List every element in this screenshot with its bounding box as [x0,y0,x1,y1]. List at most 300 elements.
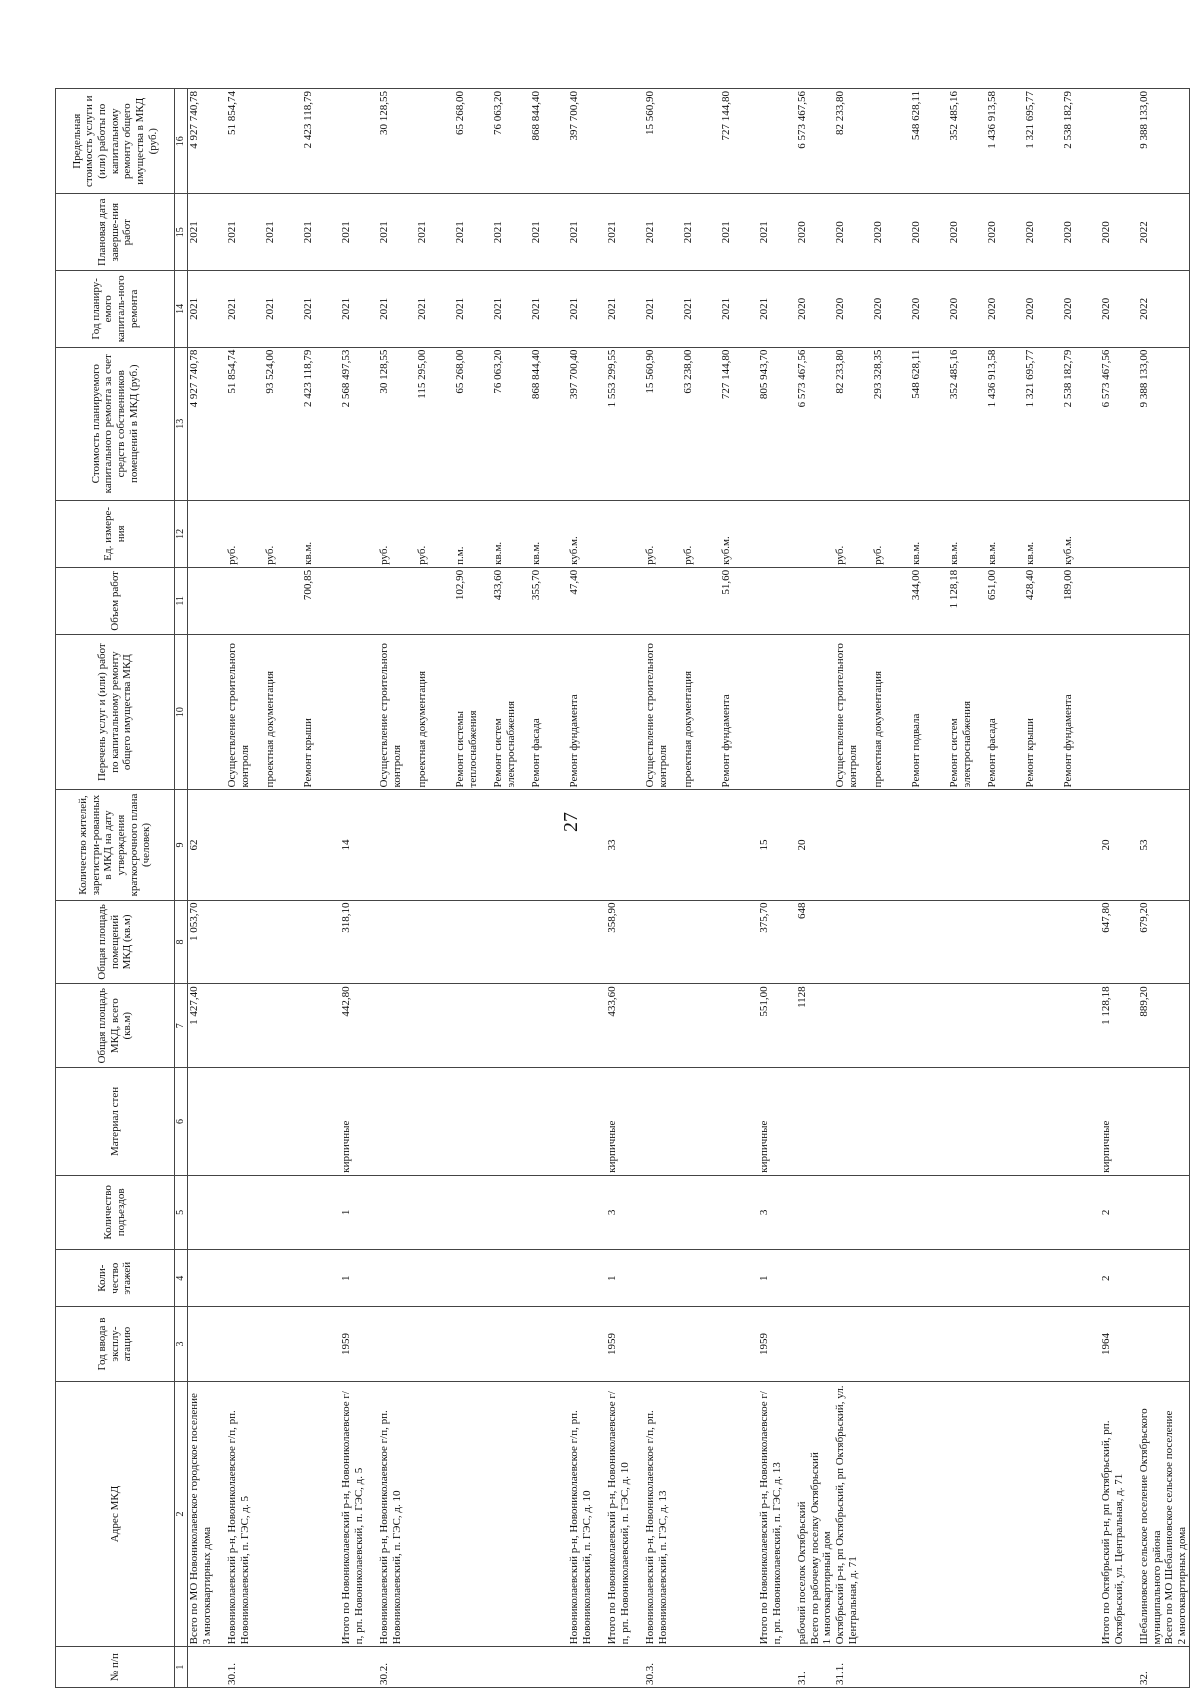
table-cell [416,567,454,634]
table-cell [720,1249,758,1306]
table-cell: 30 128,55 [378,347,416,500]
table-cell: 648 [796,900,834,984]
table-cell [948,1249,986,1306]
column-header: Общая площадь помещений МКД (кв.м) [56,900,175,984]
table-cell [1138,1307,1189,1381]
table-cell [568,1307,606,1381]
table-cell [226,1307,264,1381]
table-cell [910,1647,948,1688]
table-cell [758,500,796,567]
table-cell [340,1647,378,1688]
table-cell: 1 [340,1175,378,1249]
table-cell [226,1068,264,1176]
table-cell [720,790,758,900]
table-cell: 375,70 [758,900,796,984]
table-cell [986,1647,1024,1688]
table-cell: 2021 [378,271,416,348]
table-cell: 318,10 [340,900,378,984]
table-cell: 33 [606,790,644,900]
table-cell: 2 568 497,53 [340,347,378,500]
table-cell [302,900,340,984]
column-number: 12 [175,500,188,567]
table-cell: 15 560,90 [644,347,682,500]
table-cell: 1964 [1100,1307,1138,1381]
table-cell [1062,900,1100,984]
table-cell: 2020 [1024,271,1062,348]
table-cell [416,1249,454,1306]
table-cell: Ремонт крыши [302,634,340,790]
table-cell: 2021 [492,271,530,348]
table-cell: 889,20 [1138,984,1189,1068]
table-cell [416,1307,454,1381]
table-cell [682,1307,720,1381]
table-cell [758,1647,796,1688]
table-cell [188,567,227,634]
table-cell [606,500,644,567]
column-number: 7 [175,984,188,1068]
table-cell: 352 485,16 [948,89,986,194]
table-cell: 2021 [416,271,454,348]
table-cell [340,567,378,634]
table-cell [1024,1249,1062,1306]
table-cell: 1959 [758,1307,796,1381]
table-cell: 6 573 467,56 [796,347,834,500]
table-cell: руб. [834,500,872,567]
table-cell [226,1175,264,1249]
table-cell [492,1647,530,1688]
table-cell [302,1175,340,1249]
table-cell: 2021 [264,194,302,271]
table-cell: кв.м. [986,500,1024,567]
table-cell [644,1175,682,1249]
table-cell [454,1307,492,1381]
column-header: Количество подъездов [56,1175,175,1249]
table-row [720,89,758,1688]
table-cell [302,1307,340,1381]
table-cell: 2021 [492,194,530,271]
table-cell: кирпичные [1100,1068,1138,1176]
table-cell: 65 268,00 [454,89,492,194]
table-cell: 433,60 [492,567,530,634]
table-cell [910,1307,948,1381]
table-cell [226,984,264,1068]
table-cell: 2020 [1062,194,1100,271]
table-cell: Ремонт фасада [530,634,568,790]
table-cell [644,1249,682,1306]
table-row [796,89,834,1688]
table-cell: проектная документация [416,634,454,790]
column-number: 6 [175,1068,188,1176]
table-cell: 2021 [416,194,454,271]
table-cell: 1 053,70 [188,900,227,984]
table-cell: 2021 [682,271,720,348]
table-cell: 6 573 467,56 [1100,347,1138,500]
table-cell: рабочий поселок Октябрьский Всего по рабочему поселку Октябрьский 1 многоквартирный дом [796,1381,834,1647]
table-cell: проектная документация [872,634,910,790]
table-cell [416,1381,454,1647]
table-cell [1024,1068,1062,1176]
table-cell: 2 538 182,79 [1062,347,1100,500]
column-number: 4 [175,1249,188,1306]
table-cell [264,1175,302,1249]
table-cell [682,89,720,194]
table-cell [188,1307,227,1381]
table-cell: 2021 [226,194,264,271]
table-cell [910,1381,948,1647]
column-number: 15 [175,194,188,271]
table-cell [1138,1249,1189,1306]
table-cell [682,900,720,984]
table-cell [1062,1249,1100,1306]
table-cell: 2021 [530,271,568,348]
table-cell [1062,1647,1100,1688]
table-cell [910,790,948,900]
table-cell [872,1068,910,1176]
table-cell: 2021 [454,271,492,348]
table-cell [1062,1175,1100,1249]
table-cell [378,1068,416,1176]
table-cell: руб. [644,500,682,567]
table-cell: Итого по Октябрьский р-н, рп Октябрьский, рп. Октябрьский, ул. Центральная, д. 71 [1100,1381,1138,1647]
table-cell: 20 [1100,790,1138,900]
table-cell [1138,1068,1189,1176]
table-cell [986,1381,1024,1647]
table-cell [454,1249,492,1306]
table-cell [834,1249,872,1306]
table-cell: 1 553 299,55 [606,347,644,500]
table-row [416,89,454,1688]
table-cell [530,1381,568,1647]
table-cell: 2021 [720,194,758,271]
table-cell [378,984,416,1068]
table-cell [1138,634,1189,790]
table-cell [492,1381,530,1647]
table-cell [492,1068,530,1176]
table-cell [226,1249,264,1306]
table-cell [416,900,454,984]
column-header: Объем работ [56,567,175,634]
table-cell [1024,900,1062,984]
table-cell [758,89,796,194]
table-cell [1062,1307,1100,1381]
table-cell: 1 436 913,58 [986,347,1024,500]
table-cell [796,567,834,634]
table-cell [948,900,986,984]
table-cell: 82 233,80 [834,347,872,500]
column-number: 5 [175,1175,188,1249]
table-cell: 2020 [1062,271,1100,348]
table-cell [1024,1381,1062,1647]
table-cell [530,1068,568,1176]
table-cell [492,984,530,1068]
table-cell: кв.м. [948,500,986,567]
table-cell: 93 524,00 [264,347,302,500]
table-cell [1100,89,1138,194]
table-cell [910,1249,948,1306]
table-cell: руб. [378,500,416,567]
table-cell [378,790,416,900]
table-row [340,89,378,1688]
table-cell: 1 436 913,58 [986,89,1024,194]
table-cell [378,1249,416,1306]
table-cell: 2021 [188,194,227,271]
table-cell [226,790,264,900]
table-cell [264,1381,302,1647]
table-cell [568,984,606,1068]
table-cell [226,567,264,634]
table-cell [416,984,454,1068]
header-row [56,89,175,1688]
table-cell [264,89,302,194]
table-cell: 868 844,40 [530,89,568,194]
table-cell: руб. [226,500,264,567]
table-cell [644,984,682,1068]
table-row [492,89,530,1688]
table-row [986,89,1024,1688]
table-cell: 6 573 467,56 [796,89,834,194]
table-row [606,89,644,1688]
column-header: Адрес МКД [56,1381,175,1647]
table-cell: 2021 [758,271,796,348]
table-cell [1138,567,1189,634]
table-cell: Ремонт крыши [1024,634,1062,790]
table-cell: 355,70 [530,567,568,634]
table-cell [682,1175,720,1249]
table-cell [872,900,910,984]
table-row [530,89,568,1688]
table-cell [1100,567,1138,634]
table-cell: 428,40 [1024,567,1062,634]
table-cell [796,1307,834,1381]
table-cell [454,1068,492,1176]
column-number: 10 [175,634,188,790]
column-number: 3 [175,1307,188,1381]
table-cell [568,790,606,900]
column-number: 14 [175,271,188,348]
table-cell [986,1249,1024,1306]
table-cell: 548 628,11 [910,347,948,500]
table-cell: 15 560,90 [644,89,682,194]
table-cell: 2021 [188,271,227,348]
table-cell: 4 927 740,78 [188,89,227,194]
table-cell [530,900,568,984]
table-cell [796,1175,834,1249]
table-cell [1062,1381,1100,1647]
table-cell: 2020 [1024,194,1062,271]
table-cell [606,1647,644,1688]
table-cell: 805 943,70 [758,347,796,500]
table-row [872,89,910,1688]
table-cell [1100,500,1138,567]
table-cell [264,1647,302,1688]
table-cell: 2021 [530,194,568,271]
table-cell: 2020 [948,271,986,348]
table-cell [682,1068,720,1176]
table-cell [644,1068,682,1176]
table-cell: 2021 [568,271,606,348]
table-cell: 2021 [720,271,758,348]
table-cell [872,89,910,194]
table-cell: 548 628,11 [910,89,948,194]
table-cell [530,984,568,1068]
table-cell: 115 295,00 [416,347,454,500]
table-cell [986,1068,1024,1176]
table-cell [568,1249,606,1306]
table-cell [910,984,948,1068]
table-cell: 2021 [644,271,682,348]
table-cell: 189,00 [1062,567,1100,634]
table-cell [378,1175,416,1249]
table-cell [1024,1175,1062,1249]
table-cell [834,984,872,1068]
table-cell [530,1249,568,1306]
table-cell: 2 [1100,1249,1138,1306]
table-cell: 32. [1138,1647,1189,1688]
table-cell: Новониколаевский р-н, Новониколаевское г/п, рп. Новониколаевский, п. ГЭС, д. 10 [378,1381,416,1647]
table-cell [910,900,948,984]
table-row [378,89,416,1688]
table-cell [492,1249,530,1306]
table-cell [872,1381,910,1647]
table-cell: кв.м. [910,500,948,567]
table-cell [492,900,530,984]
table-cell [1024,1307,1062,1381]
table-cell: 30 128,55 [378,89,416,194]
table-cell [530,1175,568,1249]
table-cell: руб. [682,500,720,567]
table-cell [644,1307,682,1381]
table-cell: кирпичные [758,1068,796,1176]
table-cell [416,89,454,194]
table-cell: Новониколаевский р-н, Новониколаевское г/п, рп. Новониколаевский, п. ГЭС, д. 5 [226,1381,264,1647]
table-cell [872,1647,910,1688]
table-cell: 2020 [872,194,910,271]
table-cell [682,567,720,634]
table-cell: Ремонт фундамента [1062,634,1100,790]
table-cell: 2020 [796,194,834,271]
table-cell: 868 844,40 [530,347,568,500]
table-cell: руб. [416,500,454,567]
table-cell: Октябрьский р-н, рп Октябрьский, рп Октябрьский, ул. Центральная, д. 71 [834,1381,872,1647]
table-cell [454,1175,492,1249]
table-cell: куб.м. [568,500,606,567]
table-cell: 14 [340,790,378,900]
table-cell [188,1249,227,1306]
table-cell [454,984,492,1068]
table-cell [682,1381,720,1647]
table-cell [568,900,606,984]
table-cell [758,634,796,790]
table-cell: Осуществление строительного контроля [378,634,416,790]
table-cell: 651,00 [986,567,1024,634]
table-cell [834,1068,872,1176]
table-cell [948,790,986,900]
table-cell: 727 144,80 [720,89,758,194]
table-row [226,89,264,1688]
table-cell [302,1068,340,1176]
table-cell [1062,1068,1100,1176]
table-cell [986,900,1024,984]
table-cell: 1959 [606,1307,644,1381]
table-cell [834,567,872,634]
table-cell [948,984,986,1068]
column-number: 9 [175,790,188,900]
table-cell: 1 321 695,77 [1024,347,1062,500]
table-cell [302,1249,340,1306]
table-cell [492,790,530,900]
table-row [302,89,340,1688]
table-cell: 2 [1100,1175,1138,1249]
table-cell [492,1175,530,1249]
table-cell: 2021 [340,194,378,271]
table-row [758,89,796,1688]
table-cell: 2021 [682,194,720,271]
table-cell: п.м. [454,500,492,567]
table-cell [720,984,758,1068]
table-cell [834,1175,872,1249]
table-cell: 2021 [454,194,492,271]
table-cell [416,1068,454,1176]
table-cell: 51,60 [720,567,758,634]
table-cell: 9 388 133,00 [1138,347,1189,500]
table-cell [378,900,416,984]
table-row [264,89,302,1688]
table-cell [910,1068,948,1176]
table-cell [378,567,416,634]
table-cell [530,1647,568,1688]
table-cell [872,1249,910,1306]
table-row [1062,89,1100,1688]
table-cell: Итого по Новониколаевский р-н, Новониколаевское г/п, рп. Новониколаевский, п. ГЭС, д. 5 [340,1381,378,1647]
table-cell [530,1307,568,1381]
column-header: Материал стен [56,1068,175,1176]
column-header: Общая площадь МКД, всего (кв.м) [56,984,175,1068]
table-cell: 76 063,20 [492,347,530,500]
table-cell: 352 485,16 [948,347,986,500]
table-row [682,89,720,1688]
table-cell: 2022 [1138,194,1189,271]
table-cell [720,1175,758,1249]
table-cell: 1 321 695,77 [1024,89,1062,194]
table-cell: 65 268,00 [454,347,492,500]
table-cell [568,1068,606,1176]
table-cell: Новониколаевский р-н, Новониколаевское г/п, рп. Новониколаевский, п. ГЭС, д. 13 [644,1381,682,1647]
table-cell [986,984,1024,1068]
table-cell [264,984,302,1068]
table-cell: 2 423 118,79 [302,89,340,194]
table-cell: 647,80 [1100,900,1138,984]
table-cell [1024,790,1062,900]
table-cell [606,89,644,194]
table-row [1138,89,1189,1688]
table-cell: Новониколаевский р-н, Новониколаевское г/п, рп. Новониколаевский, п. ГЭС, д. 10 [568,1381,606,1647]
table-cell: кирпичные [606,1068,644,1176]
table-cell: 2020 [796,271,834,348]
table-cell [682,1249,720,1306]
table-cell: 102,90 [454,567,492,634]
table-cell: 3 [758,1175,796,1249]
table-cell [416,1175,454,1249]
table-cell [1100,634,1138,790]
table-cell: Ремонт фундамента [568,634,606,790]
table-cell [834,1307,872,1381]
table-cell: 2021 [644,194,682,271]
table-cell [644,790,682,900]
table-cell: 51 854,74 [226,347,264,500]
table-cell [986,1175,1024,1249]
table-cell: 433,60 [606,984,644,1068]
table-cell: 2 538 182,79 [1062,89,1100,194]
